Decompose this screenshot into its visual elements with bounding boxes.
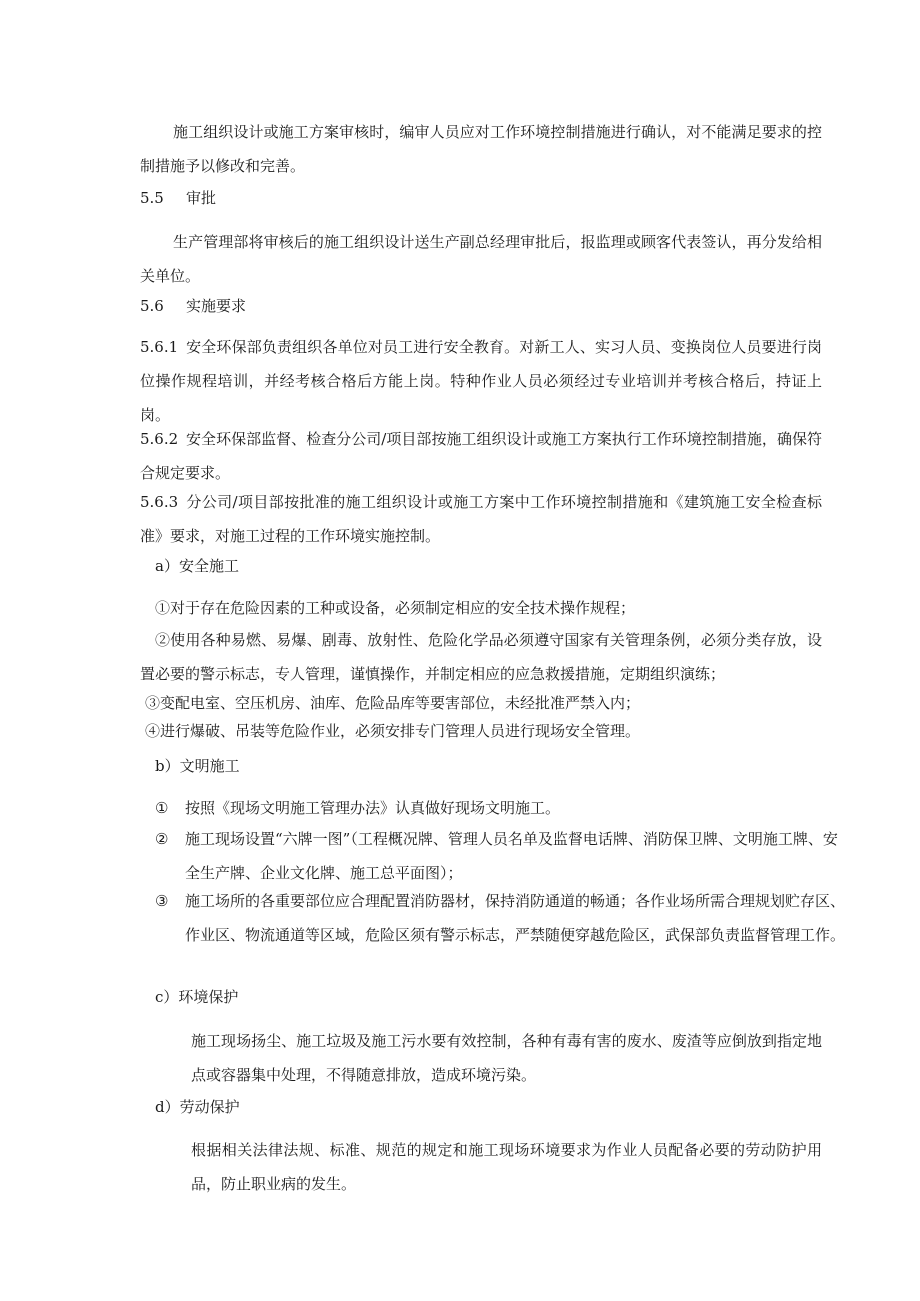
clause-text: 分公司/项目部按批准的施工组织设计或施工方案中工作环境控制措施和《建筑施工安全检查标准》要求，对施工过程的工作环境实施控制。	[140, 493, 822, 545]
list-text: 按照《现场文明施工管理办法》认真做好现场文明施工。	[185, 799, 561, 817]
clause-text: 安全环保部负责组织各单位对员工进行安全教育。对新工人、实习人员、变换岗位人员要进行岗位操作规程培训，并经考核合格后方能上岗。特种作业人员必须经过专业培训并考核合格后，持证上岗。	[140, 338, 822, 424]
paragraph-labor-protection: 根据相关法律法规、标准、规范的规定和施工现场环境要求为作业人员配备必要的劳动防护用品，防止职业病的发生。	[191, 1141, 822, 1193]
list-text: 施工现场设置“六牌一图”（工程概况牌、管理人员名单及监督电话牌、消防保卫牌、文明施工牌、安全生产牌、企业文化牌、施工总平面图）；	[185, 830, 838, 882]
paragraph-review: 施工组织设计或施工方案审核时，编审人员应对工作环境控制措施进行确认，对不能满足要求的控制措施予以修改和完善。	[140, 123, 822, 175]
section-number: 5.5	[140, 189, 164, 207]
section-title: 审批	[186, 189, 217, 207]
paragraph-environment: 施工现场扬尘、施工垃圾及施工污水要有效控制，各种有毒有害的废水、废渣等应倒放到指定地点或容器集中处理，不得随意排放，造成环境污染。	[191, 1032, 822, 1084]
paragraph-approval: 生产管理部将审核后的施工组织设计送生产副总经理审批后，报监理或顾客代表签认，再分发给相关单位。	[140, 233, 822, 285]
section-number: 5.6	[140, 297, 164, 315]
list-item-b1	[155, 791, 852, 825]
section-5-6-heading	[140, 289, 822, 323]
clause-text: 安全环保部监督、检查分公司/项目部按施工组织设计或施工方案执行工作环境控制措施，确保符合规定要求。	[140, 430, 822, 482]
list-item-a2: ②使用各种易燃、易爆、剧毒、放射性、危险化学品必须遵守国家有关管理条例，必须分类存放，设置必要的警示标志，专人管理，谨慎操作，并制定相应的应急救援措施，定期组织演练；	[140, 631, 822, 683]
list-item-a3: ③变配电室、空压机房、油库、危险品库等要害部位，未经批准严禁入内；	[145, 694, 641, 712]
section-5-5-heading	[140, 181, 822, 215]
subsection-c-heading: c）环境保护	[155, 988, 239, 1006]
list-item-b3	[155, 884, 852, 952]
clause-number: 5.6.3	[140, 493, 179, 511]
clause-number: 5.6.1	[140, 338, 179, 356]
list-item-b2	[155, 822, 852, 890]
list-item-a1: ①对于存在危险因素的工种或设备，必须制定相应的安全技术操作规程；	[155, 599, 636, 617]
clause-number: 5.6.2	[140, 430, 179, 448]
list-text: 施工场所的各重要部位应合理配置消防器材，保持消防通道的畅通；各作业场所需合理规划贮存区、作业区、物流通道等区域，危险区须有警示标志，严禁随便穿越危险区，武保部负责监督管理工作。	[185, 892, 846, 944]
subsection-b-heading: b）文明施工	[155, 757, 240, 775]
clause-5-6-1	[140, 330, 822, 432]
list-marker: ②	[155, 830, 169, 848]
list-marker: ①	[155, 799, 169, 817]
subsection-d-heading: d）劳动保护	[155, 1098, 240, 1116]
section-title: 实施要求	[186, 297, 247, 315]
clause-5-6-2	[140, 422, 822, 490]
list-item-a4: ④进行爆破、吊装等危险作业，必须安排专门管理人员进行现场安全管理。	[145, 722, 641, 740]
subsection-a-heading: a）安全施工	[155, 557, 239, 575]
clause-5-6-3	[140, 485, 822, 553]
list-marker: ③	[155, 892, 169, 910]
